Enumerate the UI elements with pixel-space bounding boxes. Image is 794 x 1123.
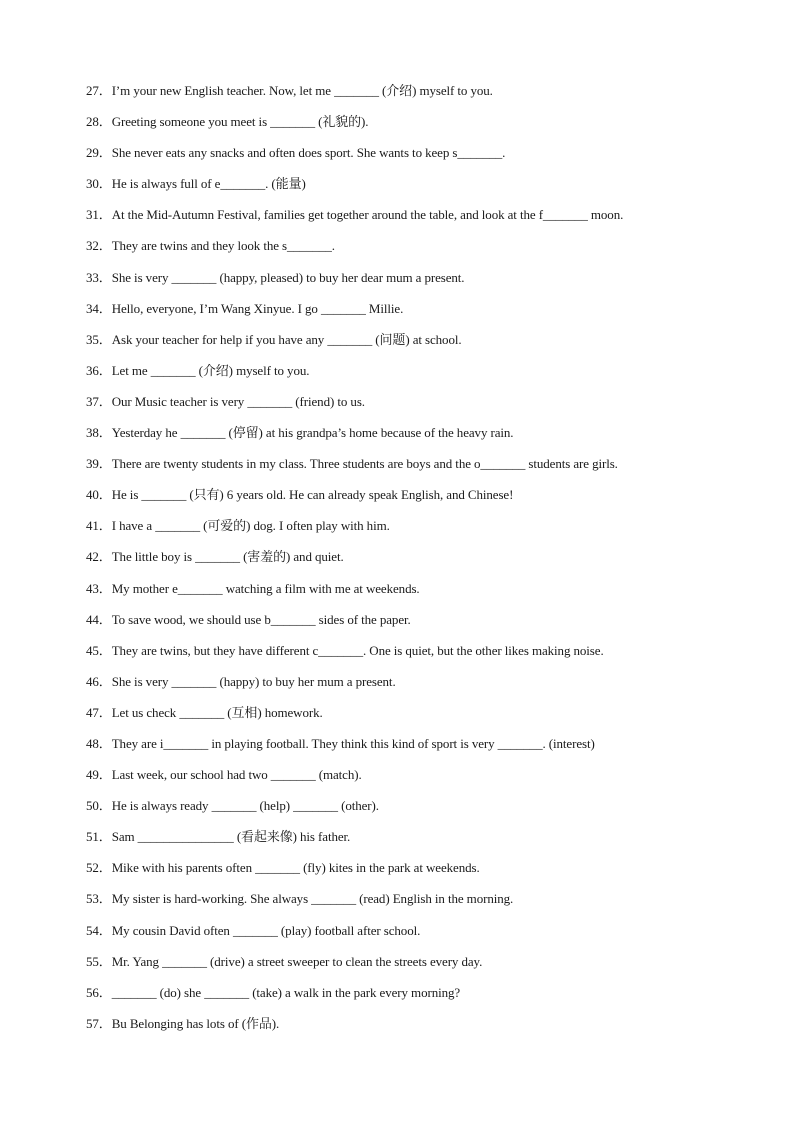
question-item — [86, 515, 766, 546]
question-item — [86, 235, 766, 266]
question-text: She is very _______ (happy) to buy her mum a present. — [111, 673, 396, 689]
question-text: Mr. Yang _______ (drive) a street sweeper to clean the streets every day. — [111, 953, 483, 969]
question-text: My sister is hard-working. She always _______ (read) English in the morning. — [111, 891, 514, 907]
question-item — [86, 142, 766, 173]
question-number: 29． — [86, 145, 112, 161]
question-number: 38． — [86, 425, 112, 441]
question-text: She never eats any snacks and often does sport. She wants to keep s_______. — [111, 145, 506, 161]
question-item — [86, 609, 766, 640]
question-item — [86, 857, 766, 888]
question-text: They are twins, but they have different c_______. One is quiet, but the other likes making noise. — [111, 642, 604, 658]
question-text: She is very _______ (happy, pleased) to buy her dear mum a present. — [111, 269, 465, 285]
question-item — [86, 204, 766, 235]
question-number: 57． — [86, 1015, 112, 1031]
question-item — [86, 578, 766, 609]
question-item — [86, 111, 766, 142]
question-item — [86, 1013, 766, 1044]
question-text: My cousin David often _______ (play) football after school. — [111, 922, 421, 938]
question-text: The little boy is _______ (害羞的) and quiet. — [111, 549, 344, 565]
question-number: 47． — [86, 704, 112, 720]
question-item — [86, 951, 766, 982]
question-item — [86, 360, 766, 391]
question-number: 48． — [86, 735, 112, 751]
question-item — [86, 298, 766, 329]
question-item — [86, 764, 766, 795]
question-number: 49． — [86, 767, 112, 783]
question-number: 54． — [86, 922, 112, 938]
question-text: Yesterday he _______ (停留) at his grandpa’s home because of the heavy rain. — [111, 425, 514, 441]
question-number: 30． — [86, 176, 112, 192]
question-number: 40． — [86, 487, 112, 503]
question-text: He is always ready _______ (help) _______ (other). — [111, 798, 379, 814]
question-item — [86, 920, 766, 951]
question-text: They are i_______ in playing football. They think this kind of sport is very _______. (interest) — [111, 735, 595, 751]
question-text: Last week, our school had two _______ (match). — [111, 767, 362, 783]
question-number: 39． — [86, 456, 112, 472]
question-item — [86, 546, 766, 577]
question-number: 44． — [86, 611, 112, 627]
question-number: 53． — [86, 891, 112, 907]
question-item — [86, 888, 766, 919]
question-number: 31． — [86, 207, 112, 223]
question-text: They are twins and they look the s_______. — [111, 238, 335, 254]
question-number: 27． — [86, 83, 112, 98]
question-text: Greeting someone you meet is _______ (礼貌的). — [111, 114, 369, 130]
question-number: 45． — [86, 642, 112, 658]
question-text: Bu Belonging has lots of (作品). — [111, 1015, 280, 1031]
question-item — [86, 453, 766, 484]
question-number: 56． — [86, 984, 112, 1000]
question-item — [86, 795, 766, 826]
question-number: 35． — [86, 331, 112, 347]
question-item — [86, 267, 766, 298]
question-text: He is _______ (只有) 6 years old. He can already speak English, and Chinese! — [111, 487, 514, 503]
question-text: _______ (do) she _______ (take) a walk in the park every morning? — [111, 984, 461, 1000]
question-item — [86, 484, 766, 515]
question-item — [86, 671, 766, 702]
question-number: 55． — [86, 953, 112, 969]
question-item — [86, 391, 766, 422]
question-item — [86, 640, 766, 671]
question-number: 34． — [86, 300, 112, 316]
question-list — [86, 80, 766, 1044]
question-item — [86, 826, 766, 857]
question-text: At the Mid-Autumn Festival, families get together around the table, and look at the f_______ moon. — [111, 207, 624, 223]
question-item — [86, 422, 766, 453]
question-number: 46． — [86, 673, 112, 689]
question-number: 37． — [86, 393, 112, 409]
question-text: My mother e_______ watching a film with me at weekends. — [111, 580, 420, 596]
question-number: 36． — [86, 362, 112, 378]
question-text: Our Music teacher is very _______ (friend) to us. — [111, 393, 365, 409]
question-text: I have a _______ (可爱的) dog. I often play with him. — [111, 518, 390, 534]
question-item — [86, 733, 766, 764]
question-text: There are twenty students in my class. Three students are boys and the o_______ students are girls. — [111, 456, 618, 472]
question-number: 43． — [86, 580, 112, 596]
question-text: He is always full of e_______. (能量) — [111, 176, 306, 192]
question-number: 52． — [86, 860, 112, 876]
question-number: 41． — [86, 518, 112, 534]
question-item — [86, 329, 766, 360]
question-item — [86, 982, 766, 1013]
question-item — [86, 80, 766, 111]
question-text: Sam _______________ (看起来像) his father. — [111, 829, 351, 845]
question-number: 50． — [86, 798, 112, 814]
question-item — [86, 173, 766, 204]
question-text: Mike with his parents often _______ (fly) kites in the park at weekends. — [111, 860, 480, 876]
question-number: 33． — [86, 269, 112, 285]
question-number: 42． — [86, 549, 112, 565]
question-text: Let me _______ (介绍) myself to you. — [111, 362, 310, 378]
question-item — [86, 702, 766, 733]
question-text: Let us check _______ (互相) homework. — [111, 704, 323, 720]
question-text: I’m your new English teacher. Now, let me _______ (介绍) myself to you. — [111, 83, 493, 98]
question-text: To save wood, we should use b_______ sides of the paper. — [111, 611, 411, 627]
question-text: Hello, everyone, I’m Wang Xinyue. I go _______ Millie. — [111, 300, 404, 316]
question-number: 32． — [86, 238, 112, 254]
question-number: 51． — [86, 829, 112, 845]
question-text: Ask your teacher for help if you have any _______ (问题) at school. — [111, 331, 462, 347]
question-number: 28． — [86, 114, 112, 130]
